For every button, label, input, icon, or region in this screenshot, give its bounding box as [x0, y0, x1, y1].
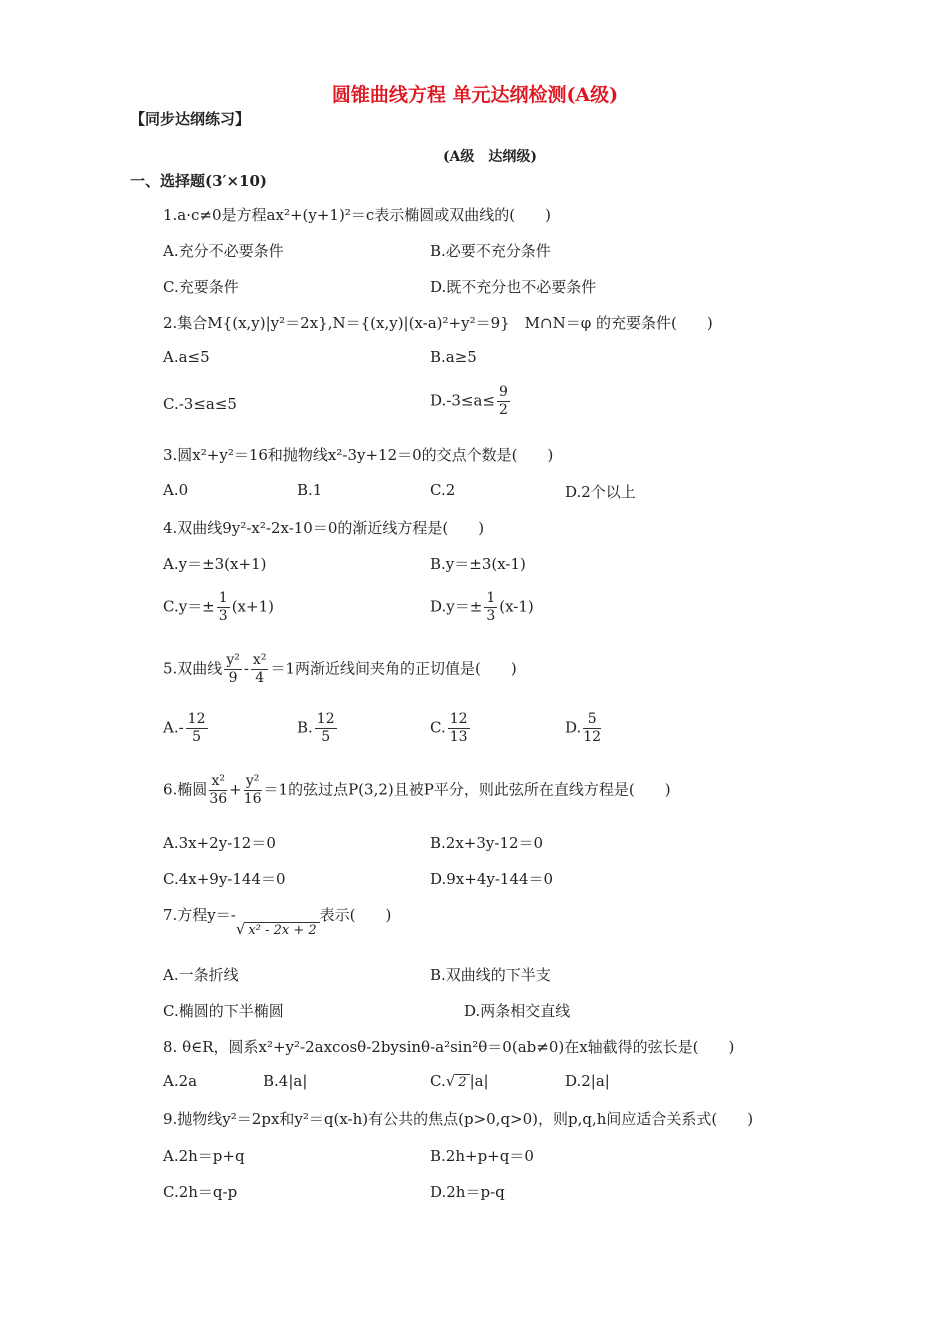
question-5-stem: [163, 652, 517, 687]
q7-option-b: B.双曲线的下半支: [430, 966, 551, 984]
q4-option-d-prefix: D.y＝±: [430, 597, 483, 616]
q5-option-b-prefix: B.: [297, 718, 313, 737]
part-heading: 一、选择题(3′×10): [130, 172, 268, 190]
q3-option-b: B.1: [297, 481, 323, 499]
q6-option-d: D.9x+4y-144＝0: [430, 870, 554, 888]
numerator: 1: [486, 590, 496, 606]
denominator: 3: [218, 608, 228, 624]
numerator: 9: [498, 384, 508, 400]
question-9-stem: 9.抛物线y²＝2px和y²＝q(x-h)有公共的焦点(p>0,q>0)，则p,q,h间应适合关系式( ): [163, 1110, 754, 1128]
q4-option-c-fraction: [217, 590, 230, 625]
denominator: 9: [228, 670, 238, 686]
numerator: 1: [218, 590, 228, 606]
q5-option-a: [163, 711, 210, 746]
question-2-stem: 2.集合M{(x,y)|y²＝2x},N＝{(x,y)|(x-a)²+y²＝9} M∩N＝φ 的充要条件( ): [163, 314, 713, 332]
q3-option-d: D.2个以上: [565, 483, 636, 501]
q5-prefix: 5.双曲线: [163, 659, 223, 678]
q4-option-b: B.y＝±3(x-1): [430, 555, 526, 573]
denominator: 4: [255, 670, 265, 686]
q5-minus: -: [243, 659, 249, 678]
numerator: y²: [226, 652, 240, 668]
q5-option-a-fraction: [186, 711, 208, 746]
denominator: 36: [209, 791, 228, 807]
q7-radicand: x² - 2x + 2: [245, 922, 319, 938]
q8-radicand: 2: [455, 1074, 469, 1090]
q7-sqrt: √ x² - 2x + 2: [236, 920, 320, 938]
numerator: x²: [252, 652, 267, 668]
q9-option-a: A.2h＝p+q: [163, 1147, 245, 1165]
q6-option-c: C.4x+9y-144＝0: [163, 870, 286, 888]
q5-option-a-prefix: A.-: [163, 718, 184, 737]
q4-option-d: [430, 590, 534, 625]
q1-option-a: A.充分不必要条件: [163, 242, 284, 260]
numerator: x²: [209, 773, 227, 791]
q7-option-c: C.椭圆的下半椭圆: [163, 1002, 284, 1020]
q1-option-c: C.充要条件: [163, 278, 239, 296]
q6-suffix: ＝1的弦过点P(3,2)且被P平分，则此弦所在直线方程是( ): [263, 780, 671, 799]
q8-option-b: B.4|a|: [263, 1072, 308, 1090]
numerator: y²: [244, 773, 262, 791]
denominator: 13: [449, 729, 468, 745]
q5-suffix: ＝1两渐近线间夹角的正切值是( ): [270, 659, 517, 678]
q8-option-c: [430, 1072, 489, 1090]
q6-plus: +: [229, 780, 242, 799]
q8-option-a: A.2a: [163, 1072, 198, 1090]
numerator: 12: [187, 711, 206, 727]
question-8-stem: 8. θ∈R，圆系x²+y²-2axcosθ-2bysinθ-a²sin²θ＝0(ab≠0)在x轴截得的弦长是( ): [163, 1038, 735, 1056]
section-heading: 【同步达纲练习】: [130, 110, 251, 128]
q2-option-b: B.a≥5: [430, 348, 477, 366]
q7-suffix: 表示( ): [319, 906, 392, 924]
q8-option-c-suffix: |a|: [469, 1072, 489, 1090]
q4-option-a: A.y＝±3(x+1): [163, 555, 267, 573]
q9-option-c: C.2h＝q-p: [163, 1183, 238, 1201]
q5-option-d-prefix: D.: [565, 718, 582, 737]
q5-fraction-2: [251, 652, 269, 687]
level-heading: (A级 达纲级): [442, 149, 538, 165]
q5-option-c: [430, 711, 472, 746]
denominator: 16: [243, 791, 262, 807]
q3-option-c: C.2: [430, 481, 456, 499]
numerator: 12: [316, 711, 335, 727]
q1-option-b: B.必要不充分条件: [430, 242, 551, 260]
q4-option-d-suffix: (x-1): [499, 597, 534, 616]
q2-option-d: [430, 384, 512, 419]
q2-option-a: A.a≤5: [163, 348, 210, 366]
q5-option-c-prefix: C.: [430, 718, 446, 737]
q4-option-c-suffix: (x+1): [231, 597, 274, 616]
q7-prefix: 7.方程y＝-: [163, 906, 236, 924]
denominator: 5: [192, 729, 202, 745]
q4-option-c: [163, 590, 274, 625]
numerator: 5: [583, 711, 601, 729]
q1-option-d: D.既不充分也不必要条件: [430, 278, 597, 296]
question-1-stem: 1.a·c≠0是方程ax²+(y+1)²＝c表示椭圆或双曲线的( ): [163, 206, 551, 224]
q8-option-d: D.2|a|: [565, 1072, 610, 1090]
page-title: 圆锥曲线方程 单元达纲检测(A级): [331, 84, 619, 106]
q5-option-d: [565, 711, 603, 746]
q2-option-c: C.-3≤a≤5: [163, 395, 237, 413]
denominator: 3: [486, 608, 496, 624]
q4-option-c-prefix: C.y＝±: [163, 597, 215, 616]
q6-fraction-1: [209, 773, 227, 808]
q3-option-a: A.0: [163, 481, 189, 499]
question-6-stem: [163, 773, 671, 808]
numerator: 12: [449, 711, 468, 727]
denominator: 12: [583, 729, 602, 745]
question-7-stem: [163, 904, 392, 938]
q5-option-b-fraction: [315, 711, 337, 746]
q9-option-b: B.2h+p+q＝0: [430, 1147, 534, 1165]
q4-option-d-fraction: [484, 590, 497, 625]
q7-option-d: D.两条相交直线: [464, 1002, 571, 1020]
q6-option-b: B.2x+3y-12＝0: [430, 834, 544, 852]
denominator: 5: [321, 729, 331, 745]
q5-option-b: [297, 711, 339, 746]
q2-option-d-text: D.-3≤a≤: [430, 391, 495, 410]
q5-option-c-fraction: [448, 711, 470, 746]
question-3-stem: 3.圆x²+y²＝16和抛物线x²-3y+12＝0的交点个数是( ): [163, 446, 554, 464]
q6-fraction-2: [244, 773, 262, 808]
denominator: 2: [498, 402, 508, 418]
q5-option-d-fraction: [583, 711, 601, 746]
q8-sqrt: √ 2: [446, 1072, 470, 1090]
q8-option-c-prefix: C.: [430, 1072, 446, 1090]
q6-option-a: A.3x+2y-12＝0: [163, 834, 276, 852]
q7-option-a: A.一条折线: [163, 966, 239, 984]
question-4-stem: 4.双曲线9y²-x²-2x-10＝0的渐近线方程是( ): [163, 519, 485, 537]
q5-fraction-1: [224, 652, 242, 687]
q6-prefix: 6.椭圆: [163, 780, 208, 799]
q9-option-d: D.2h＝p-q: [430, 1183, 505, 1201]
q2-option-d-fraction: [497, 384, 510, 419]
